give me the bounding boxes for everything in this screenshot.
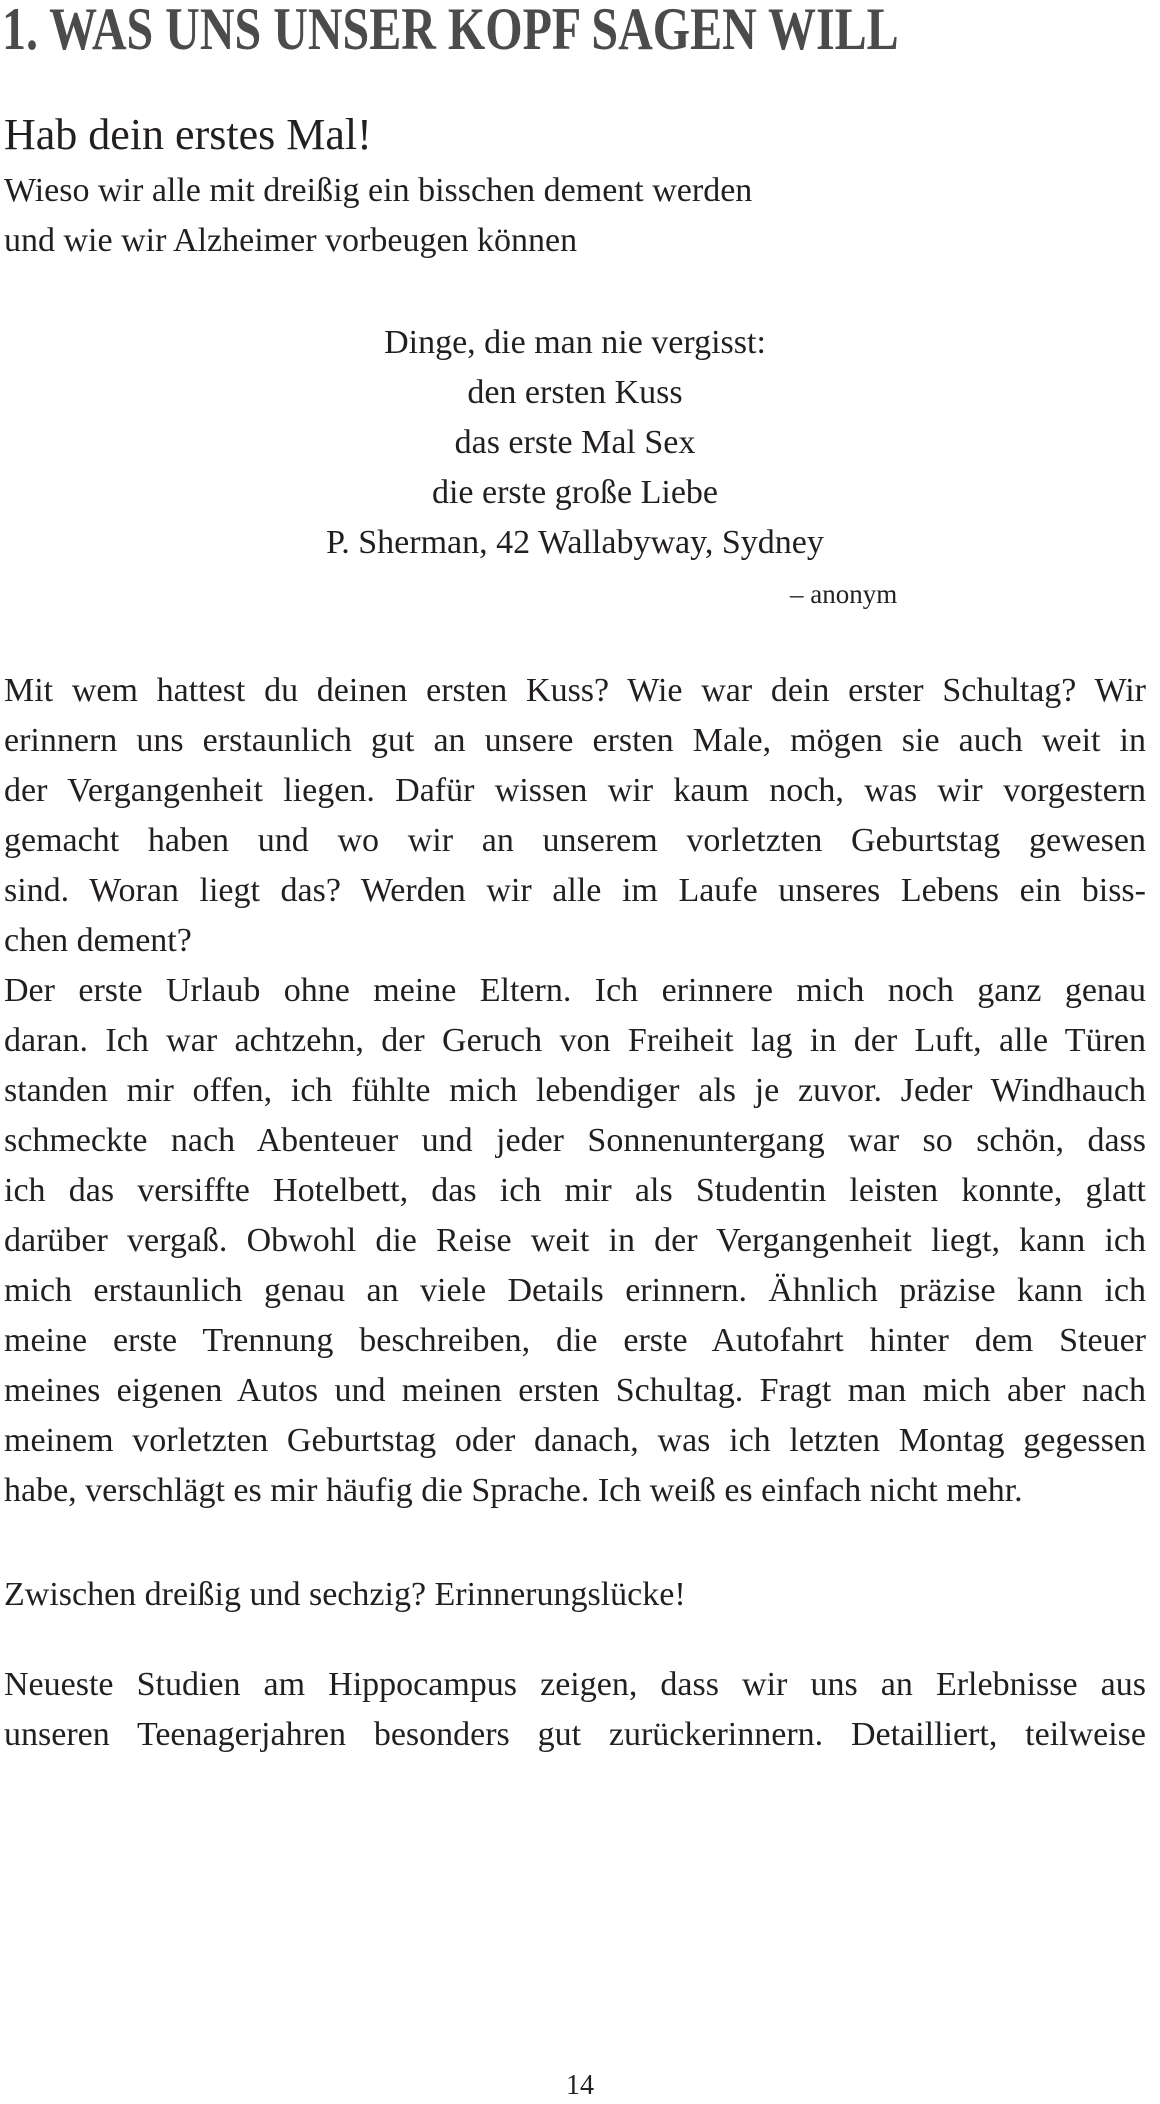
text-line: unseren Teenagerjahren besonders gut zurückerinnern. Detailliert, teilweise: [4, 1716, 1146, 1753]
chapter-title: 1. WAS UNS UNSER KOPF SAGEN WILL: [2, 0, 899, 62]
text-line: sind. Woran liegt das? Werden wir alle im Laufe unseres Lebens ein biss-: [4, 872, 1146, 909]
text-line: standen mir offen, ich fühlte mich lebendiger als je zuvor. Jeder Windhauch: [4, 1072, 1146, 1109]
subsection-heading: Zwischen dreißig und sechzig? Erinnerungslücke!: [4, 1576, 686, 1613]
section-subheading-line-2: und wie wir Alzheimer vorbeugen können: [4, 222, 578, 259]
text-line: meines eigenen Autos und meinen ersten Schultag. Fragt man mich aber nach: [4, 1372, 1146, 1409]
epigraph-line: die erste große Liebe: [431, 474, 719, 511]
text-line: darüber vergaß. Obwohl die Reise weit in der Vergangenheit liegt, kann ich: [4, 1222, 1146, 1259]
text-line: chen dement?: [4, 922, 192, 959]
epigraph-line: das erste Mal Sex: [454, 424, 696, 461]
paragraph-3: [4, 1660, 1146, 1760]
text-line: mich erstaunlich genau an viele Details erinnern. Ähnlich präzise kann ich: [4, 1272, 1146, 1309]
epigraph-line: den ersten Kuss: [467, 374, 683, 411]
text-line: meinem vorletzten Geburtstag oder danach, was ich letzten Montag gegessen: [4, 1422, 1146, 1459]
epigraph-attribution: – anonym: [790, 579, 898, 609]
text-line: Neueste Studien am Hippocampus zeigen, dass wir uns an Erlebnisse aus: [4, 1666, 1146, 1703]
text-line: der Vergangenheit liegen. Dafür wissen wir kaum noch, was wir vorgestern: [4, 772, 1146, 809]
text-line: Mit wem hattest du deinen ersten Kuss? Wie war dein erster Schultag? Wir: [4, 672, 1146, 709]
text-line: ich das versiffte Hotelbett, das ich mir als Studentin leisten konnte, glatt: [4, 1172, 1146, 1209]
paragraph-1: [4, 666, 1146, 966]
text-line: meine erste Trennung beschreiben, die erste Autofahrt hinter dem Steuer: [4, 1322, 1146, 1359]
text-line: gemacht haben und wo wir an unserem vorletzten Geburtstag gewesen: [4, 822, 1146, 859]
epigraph-line: Dinge, die man nie vergisst:: [384, 324, 766, 361]
section-heading: Hab dein erstes Mal!: [4, 110, 372, 159]
text-line: habe, verschlägt es mir häufig die Sprache. Ich weiß es einfach nicht mehr.: [4, 1472, 1023, 1509]
text-line: daran. Ich war achtzehn, der Geruch von Freiheit lag in der Luft, alle Türen: [4, 1022, 1146, 1059]
paragraph-2: [4, 966, 1146, 1516]
epigraph: [302, 318, 848, 568]
section-subheading-line-1: Wieso wir alle mit dreißig ein bisschen dement werden: [4, 172, 753, 209]
text-line: erinnern uns erstaunlich gut an unsere ersten Male, mögen sie auch weit in: [4, 722, 1146, 759]
page-number: 14: [566, 2070, 594, 2101]
text-line: Der erste Urlaub ohne meine Eltern. Ich erinnere mich noch ganz genau: [4, 972, 1146, 1009]
subsection-heading-block: [4, 1570, 1146, 1620]
text-line: schmeckte nach Abenteuer und jeder Sonnenuntergang war so schön, dass: [4, 1122, 1146, 1159]
epigraph-line: P. Sherman, 42 Wallabyway, Sydney: [326, 524, 824, 561]
